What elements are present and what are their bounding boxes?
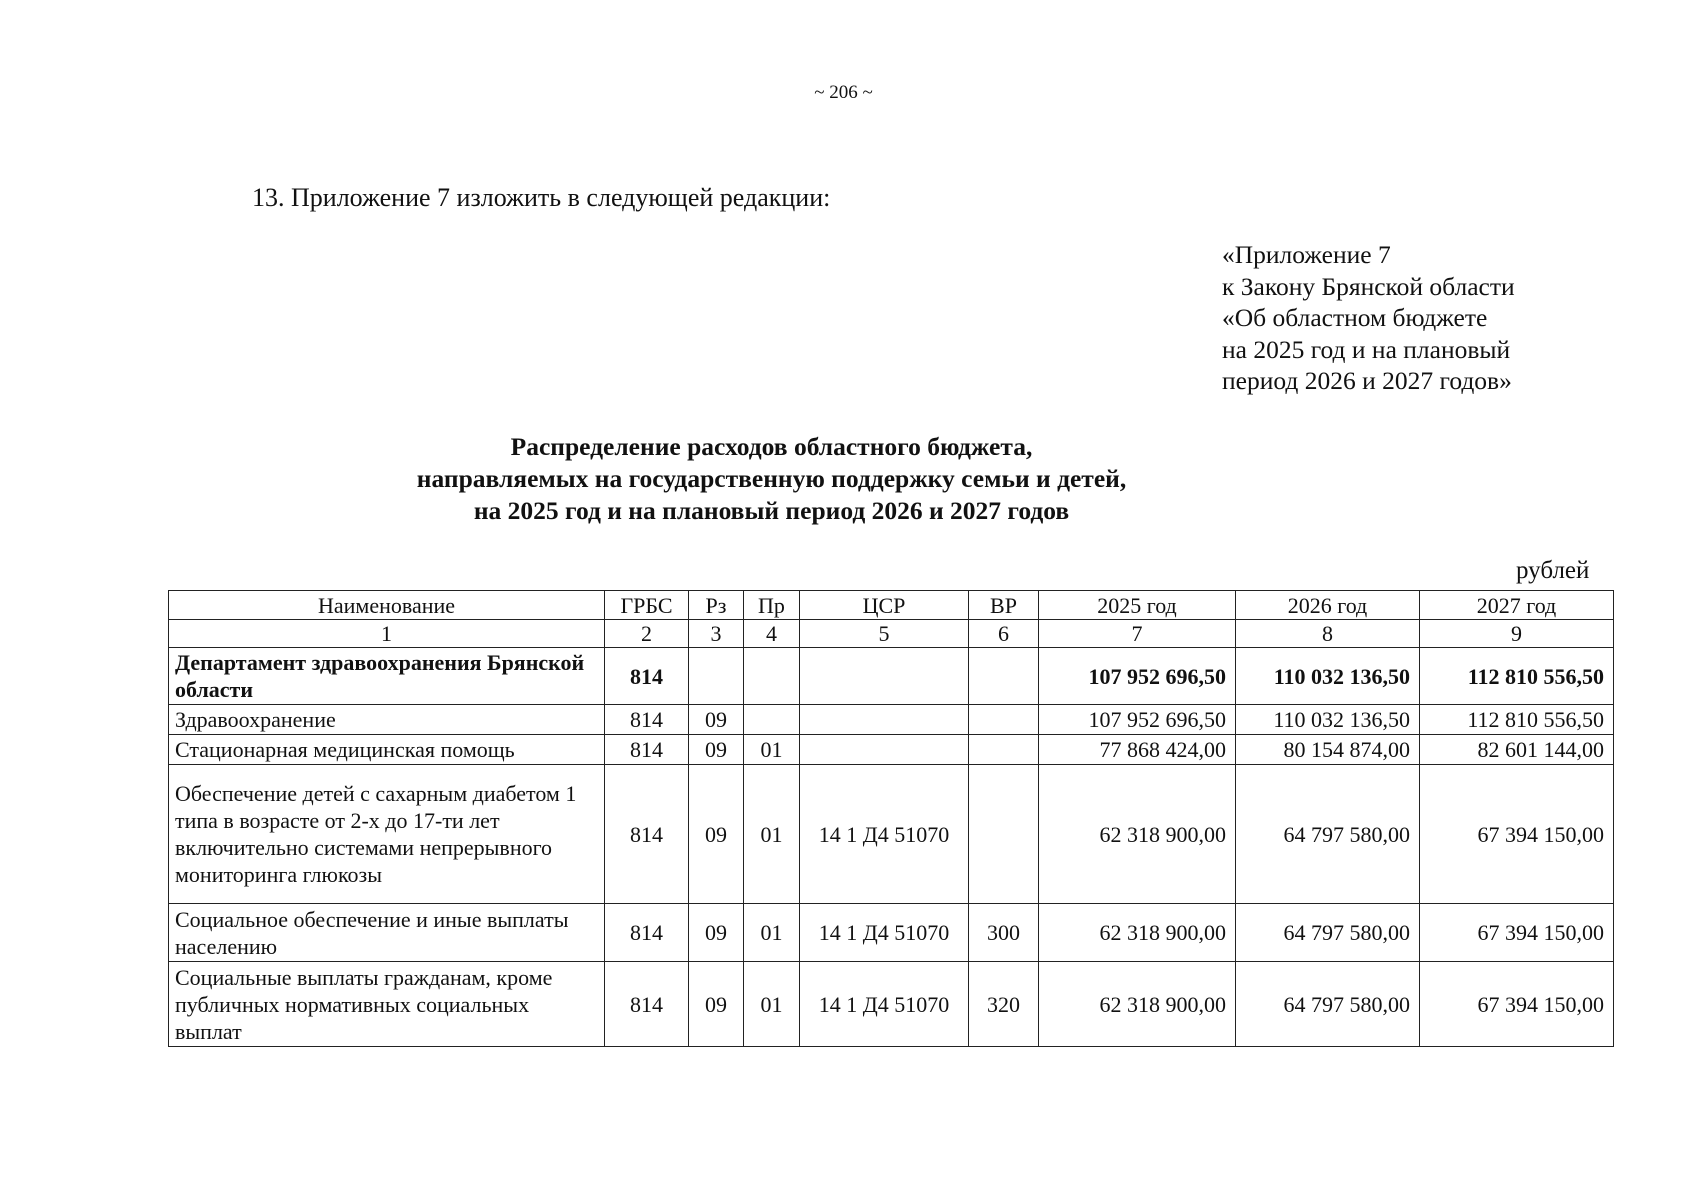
header-cell-grbs: ГРБС [605, 591, 689, 620]
title-line: Распределение расходов областного бюджета, [510, 432, 1033, 461]
cell-vr: 300 [969, 904, 1039, 962]
cell-name: Обеспечение детей с сахарным диабетом 1 типа в возрасте от 2-х до 17-ти лет включительно системами непрерывного мониторинга глюкозы [169, 765, 605, 904]
cell-grbs: 814 [605, 648, 689, 705]
column-number: 7 [1039, 620, 1236, 648]
cell-rz: 09 [689, 765, 744, 904]
header-cell-name: Наименование [169, 591, 605, 620]
cell-vr [969, 648, 1039, 705]
table-row [169, 648, 1614, 705]
table-row [169, 904, 1614, 962]
cell-grbs: 814 [605, 962, 689, 1047]
cell-2027: 67 394 150,00 [1420, 904, 1614, 962]
cell-grbs: 814 [605, 705, 689, 735]
header-cell-2027: 2027 год [1420, 591, 1614, 620]
cell-2026: 110 032 136,50 [1236, 648, 1420, 705]
cell-name: Здравоохранение [169, 705, 605, 735]
cell-vr [969, 705, 1039, 735]
cell-name: Социальное обеспечение и иные выплаты населению [169, 904, 605, 962]
cell-csr: 14 1 Д4 51070 [800, 962, 969, 1047]
column-number: 1 [169, 620, 605, 648]
cell-2025: 107 952 696,50 [1039, 648, 1236, 705]
annex-reference [1222, 239, 1515, 397]
cell-pr: 01 [744, 765, 800, 904]
cell-grbs: 814 [605, 735, 689, 765]
annex-line: период 2026 и 2027 годов» [1222, 366, 1512, 395]
cell-pr: 01 [744, 904, 800, 962]
cell-csr [800, 648, 969, 705]
cell-name: Социальные выплаты гражданам, кроме публичных нормативных социальных выплат [169, 962, 605, 1047]
header-cell-2026: 2026 год [1236, 591, 1420, 620]
cell-name: Департамент здравоохранения Брянской области [169, 648, 605, 705]
annex-line: «Об областном бюджете [1222, 303, 1488, 332]
title-line: направляемых на государственную поддержку семьи и детей, [416, 464, 1127, 493]
cell-2025: 62 318 900,00 [1039, 962, 1236, 1047]
cell-pr: 01 [744, 735, 800, 765]
cell-2026: 64 797 580,00 [1236, 962, 1420, 1047]
cell-vr [969, 765, 1039, 904]
cell-grbs: 814 [605, 904, 689, 962]
annex-line: на 2025 год и на плановый [1222, 334, 1511, 364]
column-number-row [169, 620, 1614, 648]
cell-2026: 64 797 580,00 [1236, 765, 1420, 904]
cell-rz: 09 [689, 735, 744, 765]
cell-2026: 110 032 136,50 [1236, 705, 1420, 735]
cell-name: Стационарная медицинская помощь [169, 735, 605, 765]
cell-vr: 320 [969, 962, 1039, 1047]
column-number: 4 [744, 620, 800, 648]
cell-pr: 01 [744, 962, 800, 1047]
cell-csr: 14 1 Д4 51070 [800, 765, 969, 904]
column-number: 3 [689, 620, 744, 648]
table-row [169, 705, 1614, 735]
document-title [0, 431, 1543, 527]
cell-rz: 09 [689, 705, 744, 735]
column-number: 6 [969, 620, 1039, 648]
cell-rz: 09 [689, 904, 744, 962]
header-cell-vr: ВР [969, 591, 1039, 620]
cell-grbs: 814 [605, 765, 689, 904]
cell-pr [744, 705, 800, 735]
header-cell-2025: 2025 год [1039, 591, 1236, 620]
header-cell-csr: ЦСР [800, 591, 969, 620]
cell-2026: 64 797 580,00 [1236, 904, 1420, 962]
cell-2026: 80 154 874,00 [1236, 735, 1420, 765]
annex-line: к Закону Брянской области [1222, 271, 1515, 301]
cell-2027: 112 810 556,50 [1420, 648, 1614, 705]
header-cell-pr: Пр [744, 591, 800, 620]
cell-vr [969, 735, 1039, 765]
cell-2027: 112 810 556,50 [1420, 705, 1614, 735]
cell-csr: 14 1 Д4 51070 [800, 904, 969, 962]
cell-2025: 107 952 696,50 [1039, 705, 1236, 735]
budget-table [168, 590, 1614, 1047]
cell-2025: 77 868 424,00 [1039, 735, 1236, 765]
cell-2025: 62 318 900,00 [1039, 904, 1236, 962]
cell-rz: 09 [689, 962, 744, 1047]
cell-2027: 67 394 150,00 [1420, 765, 1614, 904]
table-row [169, 962, 1614, 1047]
table-row [169, 735, 1614, 765]
cell-2027: 67 394 150,00 [1420, 962, 1614, 1047]
cell-csr [800, 735, 969, 765]
column-number: 2 [605, 620, 689, 648]
title-line: на 2025 год и на плановый период 2026 и 2027 годов [473, 496, 1070, 525]
cell-rz [689, 648, 744, 705]
cell-pr [744, 648, 800, 705]
page-number: ~ 206 ~ [814, 82, 873, 103]
table-header-row [169, 591, 1614, 620]
column-number: 8 [1236, 620, 1420, 648]
column-number: 5 [800, 620, 969, 648]
cell-2025: 62 318 900,00 [1039, 765, 1236, 904]
cell-2027: 82 601 144,00 [1420, 735, 1614, 765]
annex-line: «Приложение 7 [1222, 240, 1391, 269]
amendment-item: 13. Приложение 7 изложить в следующей редакции: [252, 183, 831, 212]
cell-csr [800, 705, 969, 735]
header-cell-rz: Рз [689, 591, 744, 620]
table-row [169, 765, 1614, 904]
units-label: рублей [1516, 557, 1590, 584]
column-number: 9 [1420, 620, 1614, 648]
